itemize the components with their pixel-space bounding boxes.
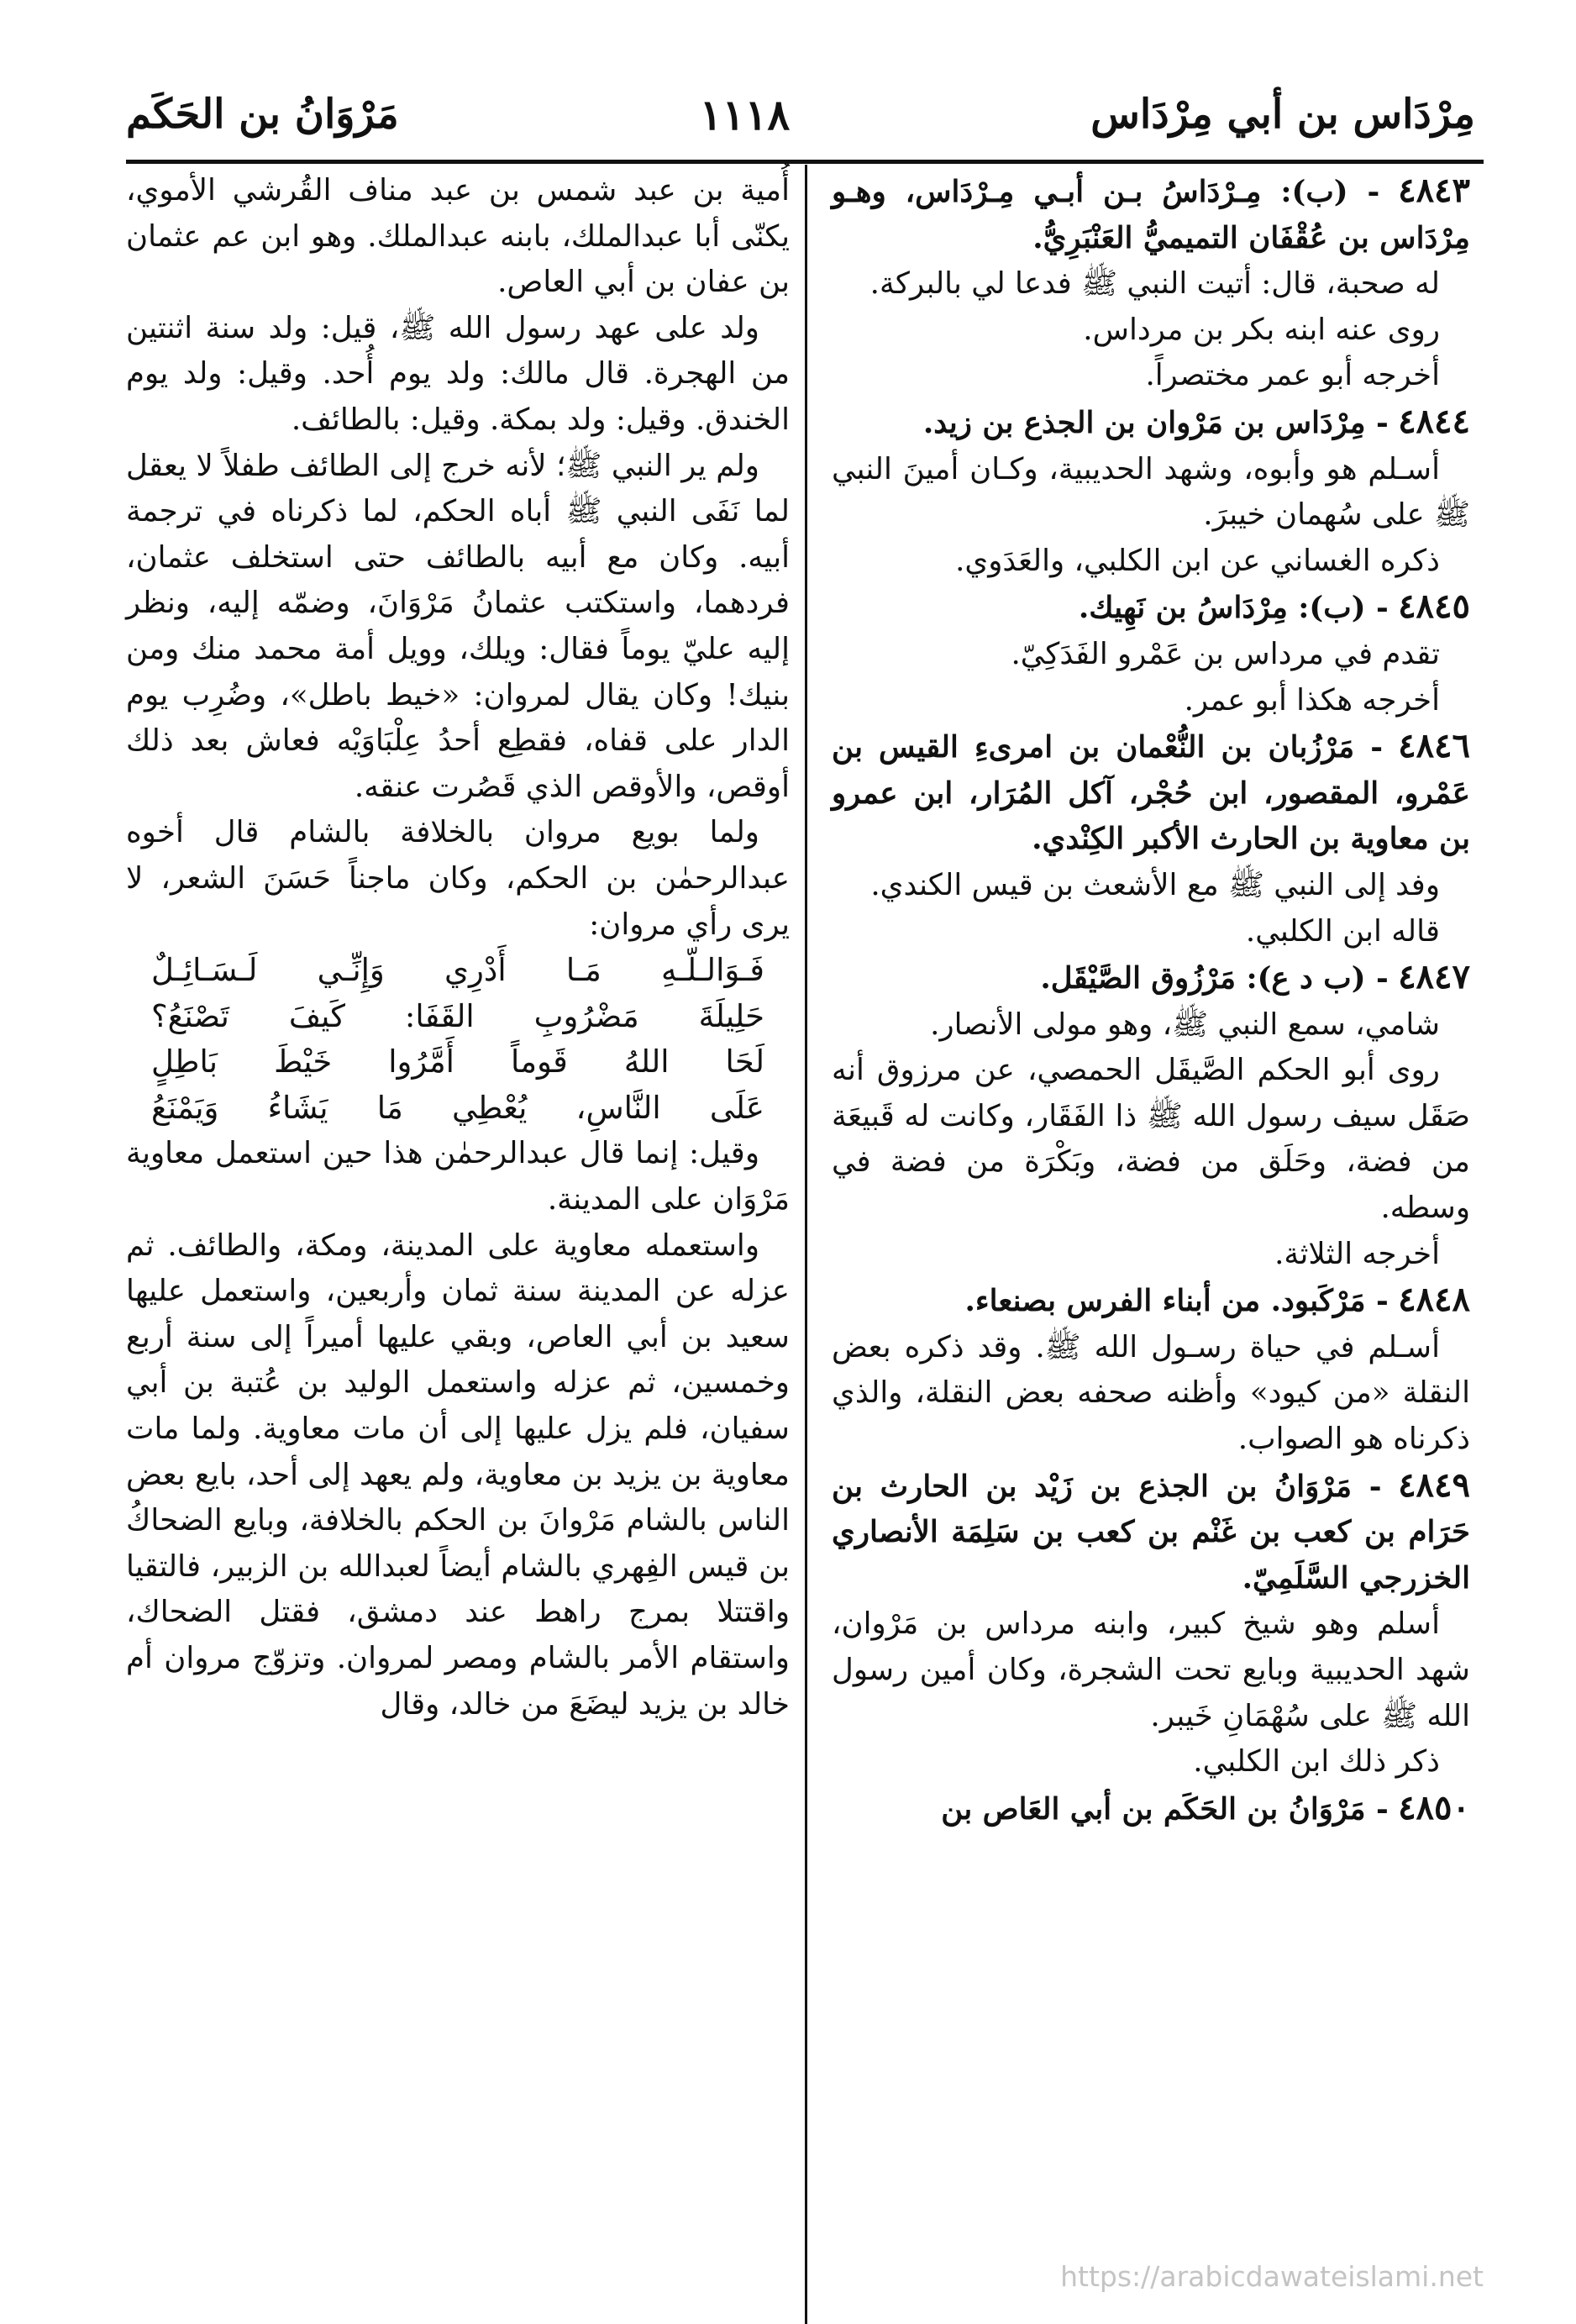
entry-number: ٤٨٤٥ xyxy=(1398,586,1470,627)
paragraph: أسـلم في حياة رسـول الله ﷺ. وقد ذكره بعض النقلة «من كيود» وأظنه صحفه بعض النقلة، والذي ذكرناه هو الصواب. xyxy=(832,1329,1470,1457)
poem-verse: فَـوَالـلّـهِ مَـا أَدْرِي وَإِنِّـي لَـسَـائِـلٌ xyxy=(151,952,764,989)
entry-heading: ٤٨٤٦ - مَرْزُبان بن النُّعْمان بن امرىءِ القيس بن عَمْرو، المقصور، ابن حُجْر، آكل المُرَار، ابن عمرو بن معاوية بن الحارث الأكبر الكِنْدي. xyxy=(832,726,1471,857)
entry-heading: ٤٨٤٩ - مَرْوَانُ بن الجذع بن زَيْد بن الحارث بن حَرَام بن كعب بن غَنْم بن كعب بن سَلِمَة الأنصاري الخزرجي السَّلَمِيّ. xyxy=(832,1464,1470,1596)
poem-verse: حَلِيلَةَ مَضْرُوبِ القَفَا: كَيفَ تَصْنَعُ؟ xyxy=(151,997,764,1034)
header-rule xyxy=(126,160,1484,164)
paragraph: أخرجه هكذا أبو عمر. xyxy=(1184,682,1440,718)
paragraph: وفد إلى النبي ﷺ مع الأشعث بن قيس الكندي. xyxy=(870,867,1440,902)
paragraph: أخرجه الثلاثة. xyxy=(1274,1236,1440,1271)
entry-heading: ٤٨٤٧ - (ب د ع): مَرْزُوق الصَّيْقَل. xyxy=(1040,957,1470,997)
paragraph: ذكر ذلك ابن الكلبي. xyxy=(1193,1744,1440,1780)
right-column xyxy=(832,168,1470,1832)
paragraph: شامي، سمع النبي ﷺ، وهو مولى الأنصار. xyxy=(930,1007,1440,1042)
page-number: ١١١٨ xyxy=(699,89,791,139)
paragraph: أخرجه أبو عمر مختصراً. xyxy=(1145,358,1440,393)
watermark-url: https://arabicdawateislami.net xyxy=(1060,2260,1484,2293)
entry-number: ٤٨٤٤ xyxy=(1398,401,1470,441)
poem xyxy=(126,948,790,1131)
paragraph: وقيل: إنما قال عبدالرحمٰن هذا حين استعمل معاوية مَرْوَان على المدينة. xyxy=(126,1136,790,1217)
paragraph: روى عنه ابنه بكر بن مرداس. xyxy=(1083,312,1440,347)
page-header xyxy=(126,77,1475,151)
running-title-left: مَرْوَانُ بن الحَكَم xyxy=(126,91,399,138)
left-column xyxy=(126,168,790,1727)
entry-number: ٤٨٤٩ xyxy=(1398,1464,1470,1505)
paragraph: ولما بويع مروان بالخلافة بالشام قال أخوه عبدالرحمٰن بن الحكم، وكان ماجناً حَسَنَ الشعر، لا يرى رأي مروان: xyxy=(126,815,790,942)
poem-verse: عَلَى النَّاسِ، يُعْطِي مَا يَشَاءُ وَيَمْنَعُ xyxy=(151,1089,764,1126)
entry-heading: ٤٨٤٥ - (ب): مِرْدَاسُ بن نَهِيك. xyxy=(1078,586,1470,627)
paragraph: أسلم وهو شيخ كبير، وابنه مرداس بن مَرْوان، شهد الحديبية وبايع تحت الشجرة، وكان أمين رسول الله ﷺ على سُهْمَانِ خَيبر. xyxy=(832,1606,1470,1733)
entry-heading: ٤٨٤٨ - مَرْكَبود. من أبناء الفرس بصنعاء. xyxy=(964,1280,1470,1320)
entry-number: ٤٨٤٣ xyxy=(1398,171,1471,210)
paragraph: ولد على عهد رسول الله ﷺ، قيل: ولد سنة اثنتين من الهجرة. قال مالك: ولد يوم أُحد. وقيل: ولد يوم الخندق. وقيل: ولد بمكة. وقيل: بالطائف. xyxy=(126,310,790,437)
paragraph: أسـلم هو وأبوه، وشهد الحديبية، وكـان أمينَ النبي ﷺ على سُهمان خيبرَ. xyxy=(832,451,1470,533)
entry-heading: ٤٨٤٣ - (ب): مِـرْدَاسُ بـن أبـي مِـرْدَاس، وهـو مِرْدَاس بن عُقْفَان التميميُّ العَنْبَرِيُّ. xyxy=(832,171,1471,255)
paragraph: ذكره الغساني عن ابن الكلبي، والعَدَوي. xyxy=(955,543,1440,578)
paragraph: قاله ابن الكلبي. xyxy=(1245,913,1440,949)
running-title-right: مِرْدَاس بن أبي مِرْدَاس xyxy=(1090,91,1475,138)
paragraph: أُمية بن عبد شمس بن عبد مناف القُرشي الأموي، يكنّى أبا عبدالملك، بابنه عبدالملك. وهو ابن عم عثمان بن عفان بن أبي العاص. xyxy=(126,173,790,300)
paragraph: ولم ير النبي ﷺ؛ لأنه خرج إلى الطائف طفلاً لا يعقل لما نَفَى النبي ﷺ أباه الحكم، لما ذكرناه في ترجمة أبيه. وكان مع أبيه بالطائف حتى استخلف عثمان، فردهما، واستكتب عثمانُ مَرْوَانَ، وضمّه إليه، ونظر إليه عليّ يوماً فقال: ويلك، وويل أمة محمد منك ومن بنيك! وكان يقال لمروان: «خيط باطل»، وضُرِب يوم الدار على قفاه، فقطِع أحدُ عِلْبَاوَيْه فعاش بعد ذلك أوقص، والأوقص الذي قَصُرت عنقه. xyxy=(126,448,790,804)
entry-heading: ٤٨٤٤ - مِرْدَاس بن مَرْوان بن الجذع بن زيد. xyxy=(922,401,1470,441)
entry-number: ٤٨٤٨ xyxy=(1398,1280,1470,1320)
entry-number: ٤٨٤٦ xyxy=(1398,726,1471,766)
paragraph: تقدم في مرداس بن عَمْرو الفَدَكِيّ. xyxy=(1011,636,1440,671)
poem-verse: لَحَا اللهُ قَوماً أَمَّرُوا خَيْطَ بَاطِلٍ xyxy=(151,1044,764,1081)
entry-heading: ٤٨٥٠ - مَرْوَانُ بن الحَكَم بن أبي العَاص بن xyxy=(941,1787,1470,1827)
paragraph: روى أبو الحكم الصَّيقَل الحمصي، عن مرزوق أنه صَقَل سيف رسول الله ﷺ ذا الفَقَار، وكانت له قَبيعَة من فضة، وحَلَق من فضة، وبَكْرَة من فضة في وسطه. xyxy=(832,1053,1470,1226)
entry-number: ٤٨٥٠ xyxy=(1398,1787,1470,1827)
column-divider xyxy=(805,165,807,2324)
paragraph: واستعمله معاوية على المدينة، ومكة، والطائف. ثم عزله عن المدينة سنة ثمان وأربعين، واستعمل عليها سعيد بن أبي العاص، وبقي عليها أميراً إلى سنة أربع وخمسين، ثم عزله واستعمل الوليد بن عُتبة بن أبي سفيان، فلم يزل عليها إلى أن مات معاوية. ولما مات معاوية بن يزيد بن معاوية، ولم يعهد إلى أحد، بايع بعض الناس بالشام مَرْوانَ بن الحكم بالخلافة، وبايع الضحاكُ بن قيس الفِهري بالشام أيضاً لعبدالله بن الزبير، فالتقيا واقتتلا بمرج راهط عند دمشق، فقتل الضحاك، واستقام الأمر بالشام ومصر لمروان. وتزوّج مروان أم خالد بن يزيد ليضَعَ من خالد، وقال xyxy=(126,1228,790,1722)
paragraph: له صحبة، قال: أتيت النبي ﷺ فدعا لي بالبركة. xyxy=(869,266,1440,302)
entry-number: ٤٨٤٧ xyxy=(1398,957,1470,997)
